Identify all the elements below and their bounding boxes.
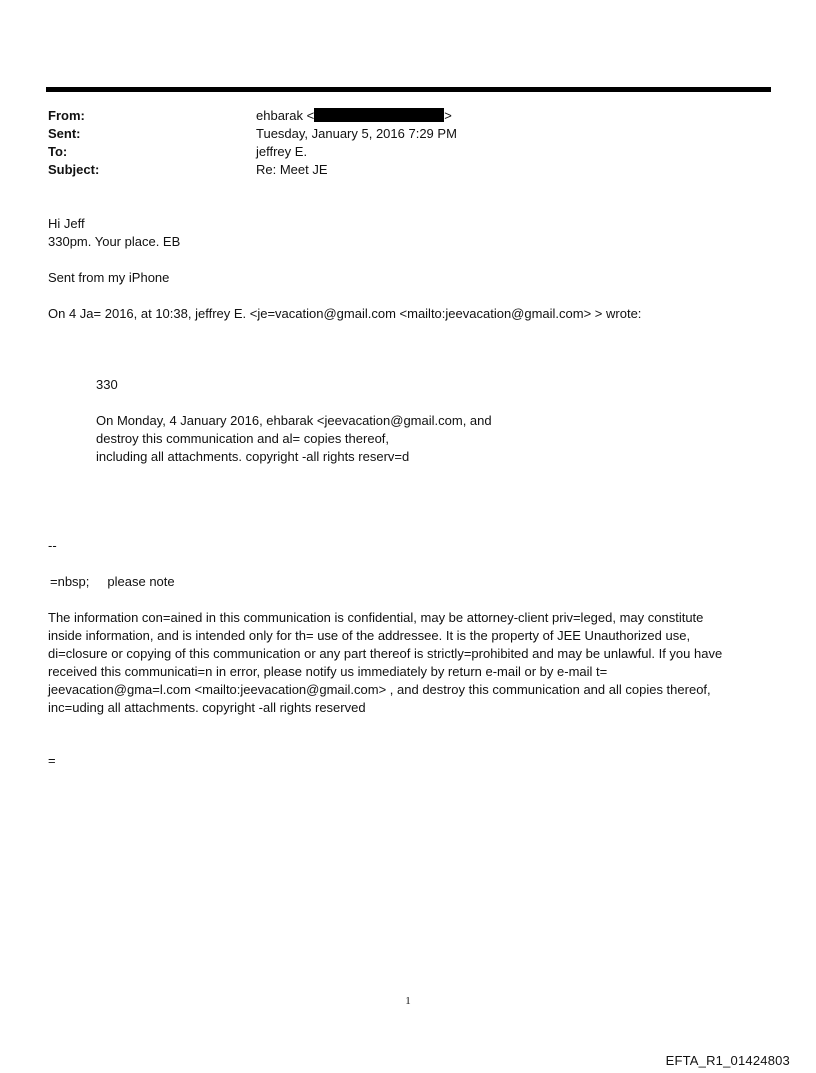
quoted-line-1: On Monday, 4 January 2016, ehbarak <jeevacation@gmail.com, and bbox=[96, 413, 492, 428]
nbsp-token: =nbsp; bbox=[50, 574, 90, 589]
sent-value: Tuesday, January 5, 2016 7:29 PM bbox=[256, 126, 457, 141]
disclaimer-line: inc=uding all attachments. copyright -all rights reserved bbox=[48, 700, 366, 715]
sent-label: Sent: bbox=[48, 126, 81, 141]
page-number: 1 bbox=[405, 995, 411, 1007]
from-value bbox=[256, 107, 452, 125]
subject-value: Re: Meet JE bbox=[256, 162, 328, 177]
subject-label: Subject: bbox=[48, 162, 100, 177]
to-value: jeffrey E. bbox=[256, 144, 308, 159]
header-rule bbox=[46, 87, 771, 92]
disclaimer-line: inside information, and is intended only for th= use of the addressee. It is the property of JEE Unauthorized use, bbox=[48, 628, 691, 643]
to-label: To: bbox=[48, 144, 68, 159]
body-line: 330pm. Your place. EB bbox=[48, 234, 181, 249]
bates-number: EFTA_R1_01424803 bbox=[665, 1053, 790, 1068]
quoted-text: 330 bbox=[96, 377, 118, 392]
redaction-bar bbox=[314, 108, 444, 122]
disclaimer-line: received this communicati=n in error, please notify us immediately by return e-mail or by e-mail t= bbox=[48, 664, 608, 679]
disclaimer-line: The information con=ained in this communication is confidential, may be attorney-client priv=leged, may constitute bbox=[48, 610, 704, 625]
trailing-equals: = bbox=[48, 753, 56, 768]
signature: Sent from my iPhone bbox=[48, 270, 170, 285]
from-value-suffix: > bbox=[444, 108, 452, 123]
quote-intro: On 4 Ja= 2016, at 10:38, jeffrey E. <je=vacation@gmail.com <mailto:jeevacation@gmail.com> > wrote: bbox=[48, 306, 642, 321]
disclaimer-line: jeevacation@gma=l.com <mailto:jeevacation@gmail.com> , and destroy this communication and all copies thereof, bbox=[48, 682, 711, 697]
please-note-line bbox=[50, 573, 175, 591]
quoted-line-3: including all attachments. copyright -all rights reserv=d bbox=[96, 449, 410, 464]
quoted-line-2: destroy this communication and al= copies thereof, bbox=[96, 431, 390, 446]
please-note: please note bbox=[107, 574, 175, 589]
from-label: From: bbox=[48, 108, 85, 123]
disclaimer-line: di=closure or copying of this communication or any part thereof is strictly=prohibited and may be unlawful. If you have bbox=[48, 646, 723, 661]
separator: -- bbox=[48, 538, 57, 553]
greeting: Hi Jeff bbox=[48, 216, 85, 231]
from-value-prefix: ehbarak < bbox=[256, 108, 315, 123]
